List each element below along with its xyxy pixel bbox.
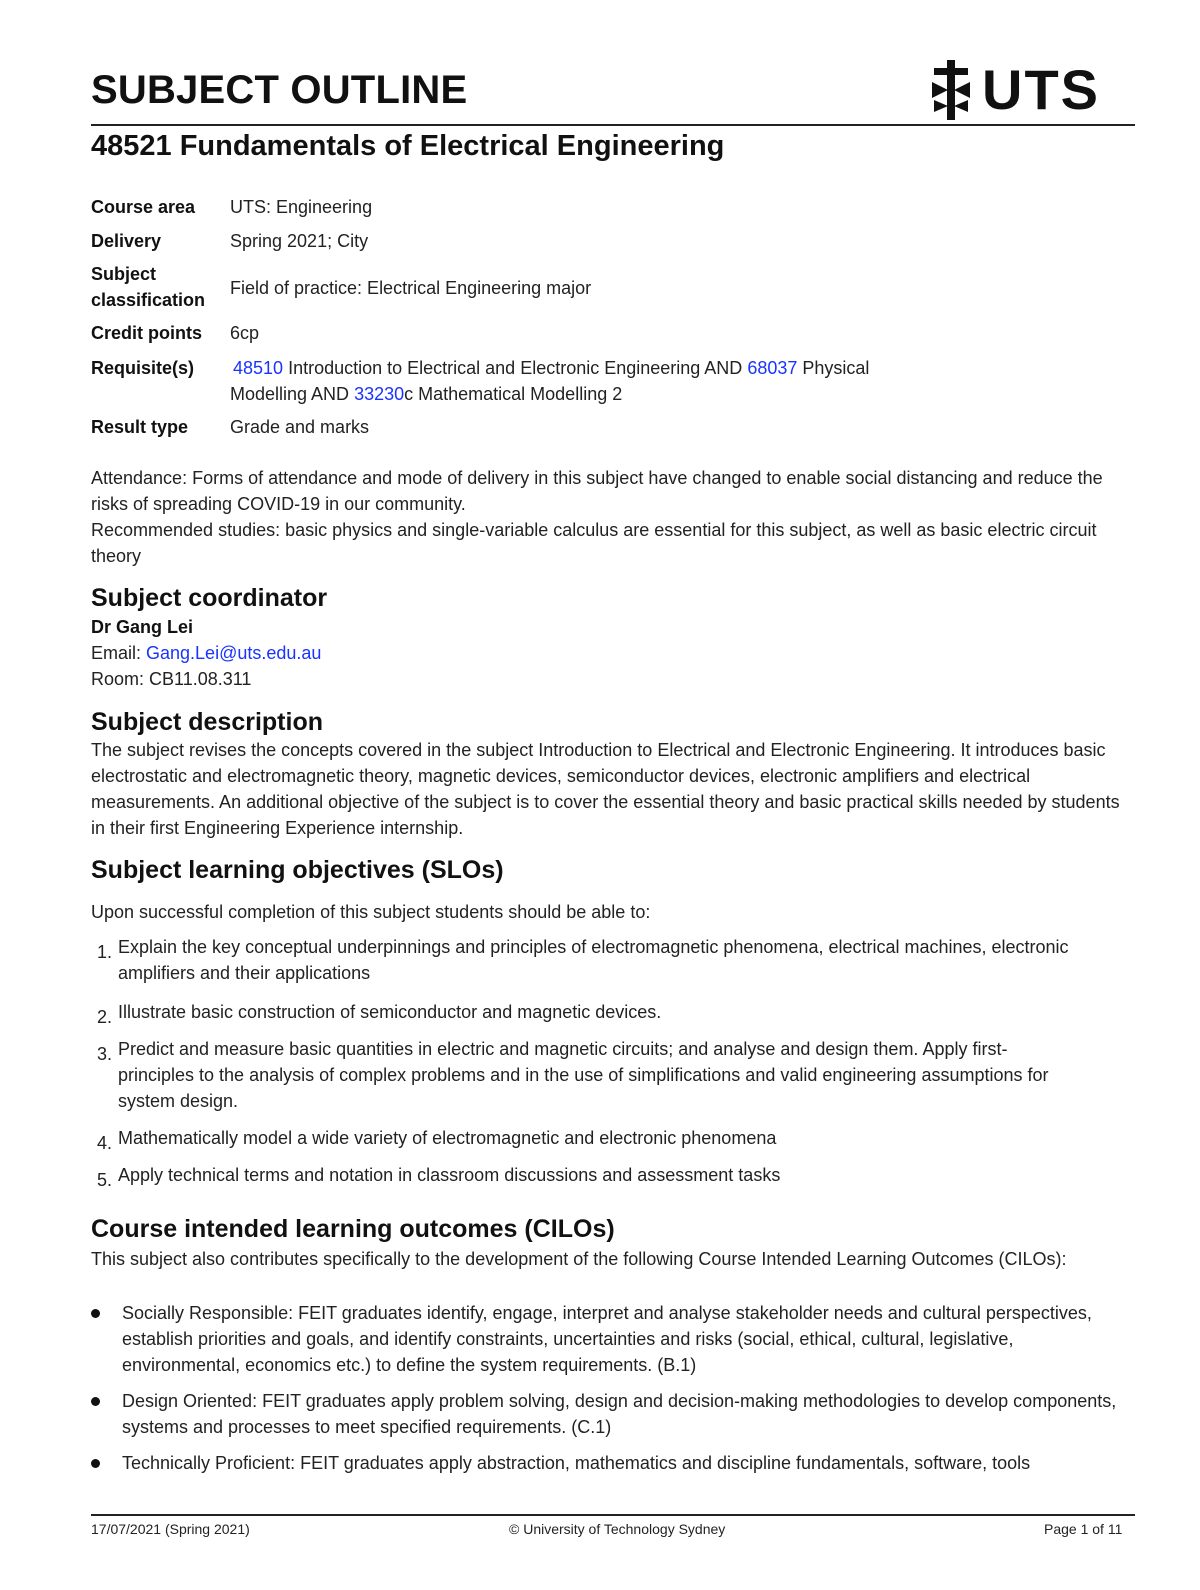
- header-rule: [91, 124, 1135, 126]
- slo-number: 3.: [97, 1044, 113, 1064]
- section-heading-cilos: Course intended learning outcomes (CILOs): [91, 1215, 615, 1243]
- cilo-text: Design Oriented: FEIT graduates apply problem solving, design and decision-making methodologies to develop components, systems and processes to meet specified requirements. (C.1): [122, 1391, 1117, 1437]
- bullet-icon: [91, 1397, 100, 1406]
- coordinator-name: Dr Gang Lei: [91, 617, 194, 637]
- slo-number: 1.: [97, 942, 113, 962]
- uts-logo-text: UTS: [982, 58, 1100, 121]
- info-label: Subject: [91, 264, 157, 284]
- bullet-icon: [91, 1309, 100, 1318]
- info-value: 48510 Introduction to Electrical and Electronic Engineering AND 68037 Physical: [233, 358, 870, 378]
- info-label: Credit points: [91, 323, 202, 343]
- slo-text: Predict and measure basic quantities in electric and magnetic circuits; and analyse and design them. Apply first-principles to the analysis of complex problems and in the use of simplifications and valid engineering assumptions for system design.: [118, 1039, 1049, 1111]
- slos-intro: Upon successful completion of this subject students should be able to:: [91, 902, 651, 922]
- section-heading-description: Subject description: [91, 708, 323, 736]
- slo-number: 4.: [97, 1133, 113, 1153]
- info-value: Spring 2021; City: [230, 231, 369, 251]
- slo-text: Mathematically model a wide variety of electromagnetic and electronic phenomena: [118, 1128, 777, 1148]
- coordinator-email-line: Email: Gang.Lei@uts.edu.au: [91, 643, 322, 663]
- requisite-link-33230[interactable]: 33230: [354, 384, 405, 404]
- slo-number: 2.: [97, 1007, 113, 1027]
- section-heading-slos: Subject learning objectives (SLOs): [91, 856, 504, 884]
- info-label: Course area: [91, 197, 196, 217]
- attendance-note: Attendance: Forms of attendance and mode of delivery in this subject have changed to enable social distancing and reduce the risks of spreading COVID-19 in our community.: [91, 468, 1103, 514]
- recommended-studies-note: Recommended studies: basic physics and single-variable calculus are essential for this subject, as well as basic electric circuit theory: [91, 520, 1097, 566]
- info-label: classification: [91, 290, 206, 310]
- info-label: Result type: [91, 417, 189, 437]
- coordinator-room: Room: CB11.08.311: [91, 669, 252, 689]
- info-label: Delivery: [91, 231, 162, 251]
- footer-page-number: Page 1 of 11: [1044, 1521, 1123, 1537]
- slo-number: 5.: [97, 1170, 113, 1190]
- page-heading: SUBJECT OUTLINE: [91, 68, 468, 112]
- cilos-intro: This subject also contributes specifically to the development of the following Course Intended Learning Outcomes (CILOs):: [91, 1249, 1067, 1269]
- slo-text: Illustrate basic construction of semiconductor and magnetic devices.: [118, 1002, 662, 1022]
- info-value: Grade and marks: [230, 417, 370, 437]
- footer-date: 17/07/2021 (Spring 2021): [91, 1521, 250, 1537]
- section-heading-coordinator: Subject coordinator: [91, 584, 328, 612]
- info-label: Requisite(s): [91, 358, 195, 378]
- info-value: UTS: Engineering: [230, 197, 373, 217]
- info-value: Modelling AND 33230c Mathematical Modelling 2: [230, 384, 623, 404]
- cilo-text: Technically Proficient: FEIT graduates apply abstraction, mathematics and discipline fundamentals, software, tools: [122, 1453, 1031, 1473]
- info-value: 6cp: [230, 323, 260, 343]
- subject-title: 48521 Fundamentals of Electrical Engineering: [91, 130, 725, 162]
- coordinator-email-link[interactable]: Gang.Lei@uts.edu.au: [146, 643, 322, 663]
- uts-crest-icon: [926, 58, 976, 122]
- bullet-icon: [91, 1459, 100, 1468]
- footer-rule: [91, 1514, 1135, 1516]
- info-value: Field of practice: Electrical Engineering major: [230, 278, 592, 298]
- slo-text: Explain the key conceptual underpinnings and principles of electromagnetic phenomena, electrical machines, electronic amplifiers and their applications: [118, 937, 1069, 983]
- footer-copyright: © University of Technology Sydney: [509, 1521, 726, 1537]
- slo-text: Apply technical terms and notation in classroom discussions and assessment tasks: [118, 1165, 781, 1185]
- requisite-link-48510[interactable]: 48510: [233, 358, 284, 378]
- uts-logo: [926, 58, 1100, 122]
- requisite-link-68037[interactable]: 68037: [747, 358, 798, 378]
- subject-description-text: The subject revises the concepts covered in the subject Introduction to Electrical and Electronic Engineering. It introduces basic electrostatic and electromagnetic theory, magnetic devices, semiconductor devices, electronic amplifiers and electrical measurements. An additional objective of the subject is to cover the essential theory and basic practical skills needed by students in their first Engineering Experience internship.: [91, 740, 1120, 838]
- cilo-text: Socially Responsible: FEIT graduates identify, engage, interpret and analyse stakeholder needs and cultural perspectives, establish priorities and goals, and identify constraints, uncertainties and risks (social, ethical, cultural, legislative, environmental, economics etc.) to define the system requirements. (B.1): [122, 1303, 1092, 1375]
